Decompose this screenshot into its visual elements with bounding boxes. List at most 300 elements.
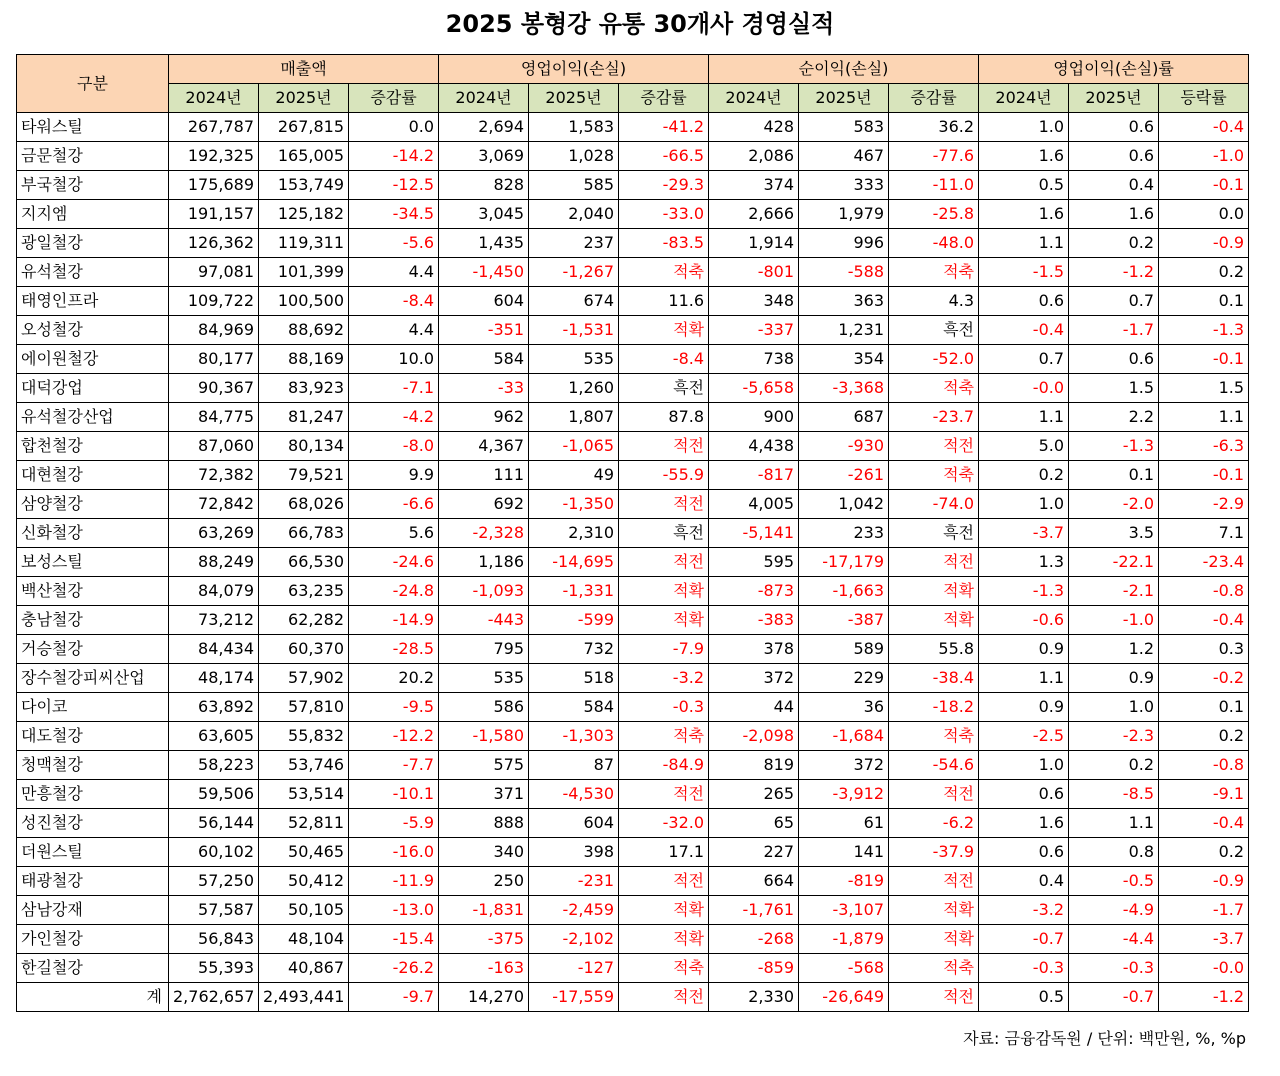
table-cell: 2,666 (709, 200, 799, 229)
table-cell: 87,060 (169, 432, 259, 461)
table-cell: 55.8 (889, 635, 979, 664)
table-cell: 적확 (889, 925, 979, 954)
table-row (17, 809, 1249, 838)
table-cell: -2.1 (1069, 577, 1159, 606)
header-sub: 증감률 (349, 84, 439, 113)
table-cell: 4,005 (709, 490, 799, 519)
table-row (17, 200, 1249, 229)
table-cell: 664 (709, 867, 799, 896)
table-cell: 398 (529, 838, 619, 867)
table-cell: 3,045 (439, 200, 529, 229)
table-cell: 80,177 (169, 345, 259, 374)
table-cell: 267,815 (259, 113, 349, 142)
table-cell: 66,783 (259, 519, 349, 548)
table-cell: 363 (799, 287, 889, 316)
table-cell: 적전 (619, 432, 709, 461)
table-cell: 595 (709, 548, 799, 577)
table-cell: -817 (709, 461, 799, 490)
table-cell: 0.6 (1069, 345, 1159, 374)
header-sub: 2024년 (439, 84, 529, 113)
table-cell: -2.5 (979, 722, 1069, 751)
table-cell: -3.7 (979, 519, 1069, 548)
table-row (17, 229, 1249, 258)
table-cell: -387 (799, 606, 889, 635)
table-cell: 4.4 (349, 258, 439, 287)
table-cell: 0.2 (979, 461, 1069, 490)
company-name: 대도철강 (17, 722, 169, 751)
table-cell: -48.0 (889, 229, 979, 258)
table-cell: -4,530 (529, 780, 619, 809)
table-cell: 적확 (889, 577, 979, 606)
table-cell: -0.8 (1159, 751, 1249, 780)
company-name: 금문철강 (17, 142, 169, 171)
header-sub: 2024년 (169, 84, 259, 113)
table-row (17, 519, 1249, 548)
table-cell: 적전 (619, 983, 709, 1012)
performance-table (16, 54, 1249, 1012)
table-cell: 0.2 (1159, 722, 1249, 751)
table-cell: 0.4 (1069, 171, 1159, 200)
table-cell: -127 (529, 954, 619, 983)
table-cell: 372 (709, 664, 799, 693)
table-cell: 585 (529, 171, 619, 200)
table-cell: 692 (439, 490, 529, 519)
table-cell: 적축 (889, 374, 979, 403)
table-cell: 1,807 (529, 403, 619, 432)
table-cell: 7.1 (1159, 519, 1249, 548)
table-cell: -22.1 (1069, 548, 1159, 577)
header-sub: 2025년 (799, 84, 889, 113)
table-cell: -32.0 (619, 809, 709, 838)
table-row (17, 954, 1249, 983)
table-cell: 49 (529, 461, 619, 490)
header-sub: 2025년 (529, 84, 619, 113)
table-cell: 2,694 (439, 113, 529, 142)
table-cell: 428 (709, 113, 799, 142)
table-cell: 59,506 (169, 780, 259, 809)
table-cell: 888 (439, 809, 529, 838)
company-name: 보성스틸 (17, 548, 169, 577)
table-cell: -3.2 (979, 896, 1069, 925)
table-cell: 62,282 (259, 606, 349, 635)
company-name: 삼남강재 (17, 896, 169, 925)
table-cell: -599 (529, 606, 619, 635)
total-label: 계 (17, 983, 169, 1012)
table-cell: -873 (709, 577, 799, 606)
table-cell: 0.5 (979, 983, 1069, 1012)
table-cell: -29.3 (619, 171, 709, 200)
table-cell: 적전 (889, 780, 979, 809)
table-cell: -14.9 (349, 606, 439, 635)
table-cell: 1.0 (1069, 693, 1159, 722)
table-row (17, 867, 1249, 896)
table-cell: -2.0 (1069, 490, 1159, 519)
table-cell: -1.0 (1069, 606, 1159, 635)
table-cell: -3,107 (799, 896, 889, 925)
table-cell: 50,105 (259, 896, 349, 925)
table-cell: 66,530 (259, 548, 349, 577)
table-cell: 5.0 (979, 432, 1069, 461)
page-title: 2025 봉형강 유통 30개사 경영실적 (445, 10, 835, 38)
table-cell: -17,559 (529, 983, 619, 1012)
table-cell: -3,368 (799, 374, 889, 403)
table-cell: 674 (529, 287, 619, 316)
table-cell: 141 (799, 838, 889, 867)
table-cell: 84,434 (169, 635, 259, 664)
table-cell: 적축 (619, 258, 709, 287)
table-cell: 72,382 (169, 461, 259, 490)
table-cell: 378 (709, 635, 799, 664)
table-cell: 374 (709, 171, 799, 200)
company-name: 장수철강피씨산업 (17, 664, 169, 693)
table-cell: 흑전 (619, 374, 709, 403)
table-cell: 2,330 (709, 983, 799, 1012)
table-cell: 2,040 (529, 200, 619, 229)
company-name: 광일철강 (17, 229, 169, 258)
table-cell: -17,179 (799, 548, 889, 577)
table-cell: 9.9 (349, 461, 439, 490)
table-cell: -24.8 (349, 577, 439, 606)
table-cell: -8.0 (349, 432, 439, 461)
table-cell: 0.6 (979, 287, 1069, 316)
table-cell: -0.7 (979, 925, 1069, 954)
table-cell: 1,042 (799, 490, 889, 519)
table-cell: 88,169 (259, 345, 349, 374)
company-name: 다이코 (17, 693, 169, 722)
table-cell: 적확 (619, 577, 709, 606)
table-cell: 518 (529, 664, 619, 693)
table-cell: -1,450 (439, 258, 529, 287)
table-cell: 1.0 (979, 490, 1069, 519)
table-cell: 100,500 (259, 287, 349, 316)
table-body (17, 113, 1249, 1012)
company-name: 유석철강산업 (17, 403, 169, 432)
table-cell: 348 (709, 287, 799, 316)
header-category: 구분 (17, 55, 169, 113)
table-cell: 0.1 (1069, 461, 1159, 490)
table-cell: 333 (799, 171, 889, 200)
table-cell: 265 (709, 780, 799, 809)
table-cell: 적확 (619, 606, 709, 635)
table-cell: 63,605 (169, 722, 259, 751)
table-cell: 0.6 (1069, 113, 1159, 142)
table-cell: -14.2 (349, 142, 439, 171)
table-cell: -0.1 (1159, 461, 1249, 490)
table-cell: -5.6 (349, 229, 439, 258)
table-cell: 109,722 (169, 287, 259, 316)
table-cell: 1.5 (1069, 374, 1159, 403)
table-cell: 적전 (889, 432, 979, 461)
table-cell: 40,867 (259, 954, 349, 983)
table-row (17, 577, 1249, 606)
table-cell: 175,689 (169, 171, 259, 200)
table-cell: -41.2 (619, 113, 709, 142)
table-row (17, 606, 1249, 635)
table-cell: 14,270 (439, 983, 529, 1012)
header-sub: 2024년 (709, 84, 799, 113)
table-cell: 1,583 (529, 113, 619, 142)
table-cell: 적축 (889, 461, 979, 490)
table-cell: -34.5 (349, 200, 439, 229)
table-cell: 57,587 (169, 896, 259, 925)
table-cell: 0.7 (979, 345, 1069, 374)
table-cell: -0.2 (1159, 664, 1249, 693)
table-cell: 1,028 (529, 142, 619, 171)
table-cell: 63,892 (169, 693, 259, 722)
table-row (17, 838, 1249, 867)
table-cell: -1.2 (1159, 983, 1249, 1012)
table-cell: -14,695 (529, 548, 619, 577)
table-cell: 53,746 (259, 751, 349, 780)
table-cell: 84,775 (169, 403, 259, 432)
table-cell: 60,102 (169, 838, 259, 867)
table-cell: -0.9 (1159, 867, 1249, 896)
table-cell: 0.0 (349, 113, 439, 142)
table-cell: -33 (439, 374, 529, 403)
table-cell: 80,134 (259, 432, 349, 461)
table-cell: 1.2 (1069, 635, 1159, 664)
company-name: 한길철강 (17, 954, 169, 983)
table-cell: 10.0 (349, 345, 439, 374)
table-cell: 1,231 (799, 316, 889, 345)
table-cell: 119,311 (259, 229, 349, 258)
table-cell: 1,979 (799, 200, 889, 229)
table-cell: -1,580 (439, 722, 529, 751)
header-group-operating-profit: 영업이익(손실) (439, 55, 709, 84)
table-cell: 101,399 (259, 258, 349, 287)
table-cell: 흑전 (619, 519, 709, 548)
company-name: 태영인프라 (17, 287, 169, 316)
table-cell: 111 (439, 461, 529, 490)
table-cell: 0.3 (1159, 635, 1249, 664)
table-row (17, 896, 1249, 925)
table-cell: 53,514 (259, 780, 349, 809)
table-cell: -3.2 (619, 664, 709, 693)
table-cell: -0.6 (979, 606, 1069, 635)
table-cell: -0.4 (1159, 113, 1249, 142)
table-cell: 1.5 (1159, 374, 1249, 403)
header-sub: 증감률 (619, 84, 709, 113)
table-cell: 90,367 (169, 374, 259, 403)
table-cell: -2,328 (439, 519, 529, 548)
table-cell: 962 (439, 403, 529, 432)
table-cell: 4,438 (709, 432, 799, 461)
table-cell: 1,435 (439, 229, 529, 258)
table-cell: -568 (799, 954, 889, 983)
table-cell: -55.9 (619, 461, 709, 490)
table-cell: -859 (709, 954, 799, 983)
table-cell: 372 (799, 751, 889, 780)
table-cell: 60,370 (259, 635, 349, 664)
table-cell: -12.2 (349, 722, 439, 751)
table-cell: -4.4 (1069, 925, 1159, 954)
company-name: 합천철강 (17, 432, 169, 461)
company-name: 신화철강 (17, 519, 169, 548)
table-cell: 340 (439, 838, 529, 867)
table-cell: 1,260 (529, 374, 619, 403)
table-cell: -337 (709, 316, 799, 345)
table-cell: 88,249 (169, 548, 259, 577)
table-cell: -261 (799, 461, 889, 490)
company-name: 대덕강업 (17, 374, 169, 403)
table-cell: 0.2 (1069, 229, 1159, 258)
table-cell: 83,923 (259, 374, 349, 403)
table-cell: 65 (709, 809, 799, 838)
table-cell: -8.5 (1069, 780, 1159, 809)
table-cell: 79,521 (259, 461, 349, 490)
table-cell: 88,692 (259, 316, 349, 345)
table-row (17, 171, 1249, 200)
table-cell: 227 (709, 838, 799, 867)
table-cell: -1,267 (529, 258, 619, 287)
table-cell: -83.5 (619, 229, 709, 258)
table-cell: 0.6 (979, 838, 1069, 867)
table-cell: 56,144 (169, 809, 259, 838)
table-cell: 267,787 (169, 113, 259, 142)
table-cell: -1,684 (799, 722, 889, 751)
company-name: 타워스틸 (17, 113, 169, 142)
table-cell: 57,250 (169, 867, 259, 896)
table-row (17, 113, 1249, 142)
table-cell: -1,350 (529, 490, 619, 519)
header-sub: 증감률 (889, 84, 979, 113)
table-cell: -74.0 (889, 490, 979, 519)
table-cell: 1,914 (709, 229, 799, 258)
table-cell: 2,086 (709, 142, 799, 171)
table-cell: 적전 (889, 867, 979, 896)
table-row (17, 664, 1249, 693)
table-cell: 1.1 (1069, 809, 1159, 838)
table-cell: 72,842 (169, 490, 259, 519)
company-name: 거승철강 (17, 635, 169, 664)
table-cell: 0.6 (1069, 142, 1159, 171)
company-name: 청맥철강 (17, 751, 169, 780)
table-cell: 48,104 (259, 925, 349, 954)
company-name: 부국철강 (17, 171, 169, 200)
table-cell: 1.1 (979, 664, 1069, 693)
company-name: 가인철강 (17, 925, 169, 954)
table-cell: 4,367 (439, 432, 529, 461)
table-cell: -24.6 (349, 548, 439, 577)
table-cell: -28.5 (349, 635, 439, 664)
table-cell: -1,531 (529, 316, 619, 345)
table-cell: 4.4 (349, 316, 439, 345)
table-cell: 589 (799, 635, 889, 664)
table-cell: 2,310 (529, 519, 619, 548)
table-cell: 적확 (619, 896, 709, 925)
header-group-operating-margin: 영업이익(손실)률 (979, 55, 1249, 84)
table-cell: -6.6 (349, 490, 439, 519)
table-cell: 55,832 (259, 722, 349, 751)
table-cell: -930 (799, 432, 889, 461)
table-cell: 57,902 (259, 664, 349, 693)
company-name: 유석철강 (17, 258, 169, 287)
table-cell: -2,102 (529, 925, 619, 954)
table-cell: 적확 (889, 606, 979, 635)
table-row (17, 751, 1249, 780)
table-cell: 73,212 (169, 606, 259, 635)
table-cell: 57,810 (259, 693, 349, 722)
table-cell: 1.1 (979, 403, 1069, 432)
table-cell: 586 (439, 693, 529, 722)
header-group-net-income: 순이익(손실) (709, 55, 979, 84)
table-row (17, 345, 1249, 374)
table-cell: -54.6 (889, 751, 979, 780)
table-cell: -10.1 (349, 780, 439, 809)
table-cell: -0.1 (1159, 171, 1249, 200)
table-cell: -0.3 (979, 954, 1069, 983)
table-row (17, 142, 1249, 171)
table-cell: -1.0 (1159, 142, 1249, 171)
table-cell: 237 (529, 229, 619, 258)
table-cell: -375 (439, 925, 529, 954)
table-cell: 3,069 (439, 142, 529, 171)
table-cell: -1,065 (529, 432, 619, 461)
table-cell: -268 (709, 925, 799, 954)
header-sub: 등락률 (1159, 84, 1249, 113)
table-cell: 467 (799, 142, 889, 171)
table-row (17, 490, 1249, 519)
table-cell: -9.1 (1159, 780, 1249, 809)
header-sub: 2025년 (1069, 84, 1159, 113)
table-cell: -5,141 (709, 519, 799, 548)
table-cell: 87 (529, 751, 619, 780)
table-cell: 2,493,441 (259, 983, 349, 1012)
table-cell: 1.6 (979, 142, 1069, 171)
table-cell: -8.4 (619, 345, 709, 374)
table-cell: -1.2 (1069, 258, 1159, 287)
table-cell: -33.0 (619, 200, 709, 229)
company-name: 더원스틸 (17, 838, 169, 867)
table-cell: 1.3 (979, 548, 1069, 577)
table-cell: -5,658 (709, 374, 799, 403)
table-cell: -8.4 (349, 287, 439, 316)
table-cell: -1,761 (709, 896, 799, 925)
table-cell: -15.4 (349, 925, 439, 954)
table-cell: 583 (799, 113, 889, 142)
table-cell: 적축 (619, 954, 709, 983)
table-cell: -11.0 (889, 171, 979, 200)
table-cell: -1.3 (1069, 432, 1159, 461)
table-row (17, 258, 1249, 287)
table-cell: -383 (709, 606, 799, 635)
table-cell: 3.5 (1069, 519, 1159, 548)
table-cell: -0.4 (979, 316, 1069, 345)
company-name: 백산철강 (17, 577, 169, 606)
table-cell: 0.2 (1159, 258, 1249, 287)
table-cell: 흑전 (889, 519, 979, 548)
table-cell: 0.9 (1069, 664, 1159, 693)
table-cell: -12.5 (349, 171, 439, 200)
table-cell: -26.2 (349, 954, 439, 983)
table-row (17, 548, 1249, 577)
table-cell: -23.7 (889, 403, 979, 432)
table-row (17, 287, 1249, 316)
table-cell: -77.6 (889, 142, 979, 171)
table-cell: 2.2 (1069, 403, 1159, 432)
table-cell: -1.3 (1159, 316, 1249, 345)
table-cell: 적축 (889, 258, 979, 287)
table-cell: 192,325 (169, 142, 259, 171)
header-group-sales: 매출액 (169, 55, 439, 84)
table-cell: 535 (439, 664, 529, 693)
table-cell: 0.0 (1159, 200, 1249, 229)
table-cell: 191,157 (169, 200, 259, 229)
table-cell: 604 (439, 287, 529, 316)
table-cell: 2,762,657 (169, 983, 259, 1012)
table-cell: 371 (439, 780, 529, 809)
table-cell: 900 (709, 403, 799, 432)
